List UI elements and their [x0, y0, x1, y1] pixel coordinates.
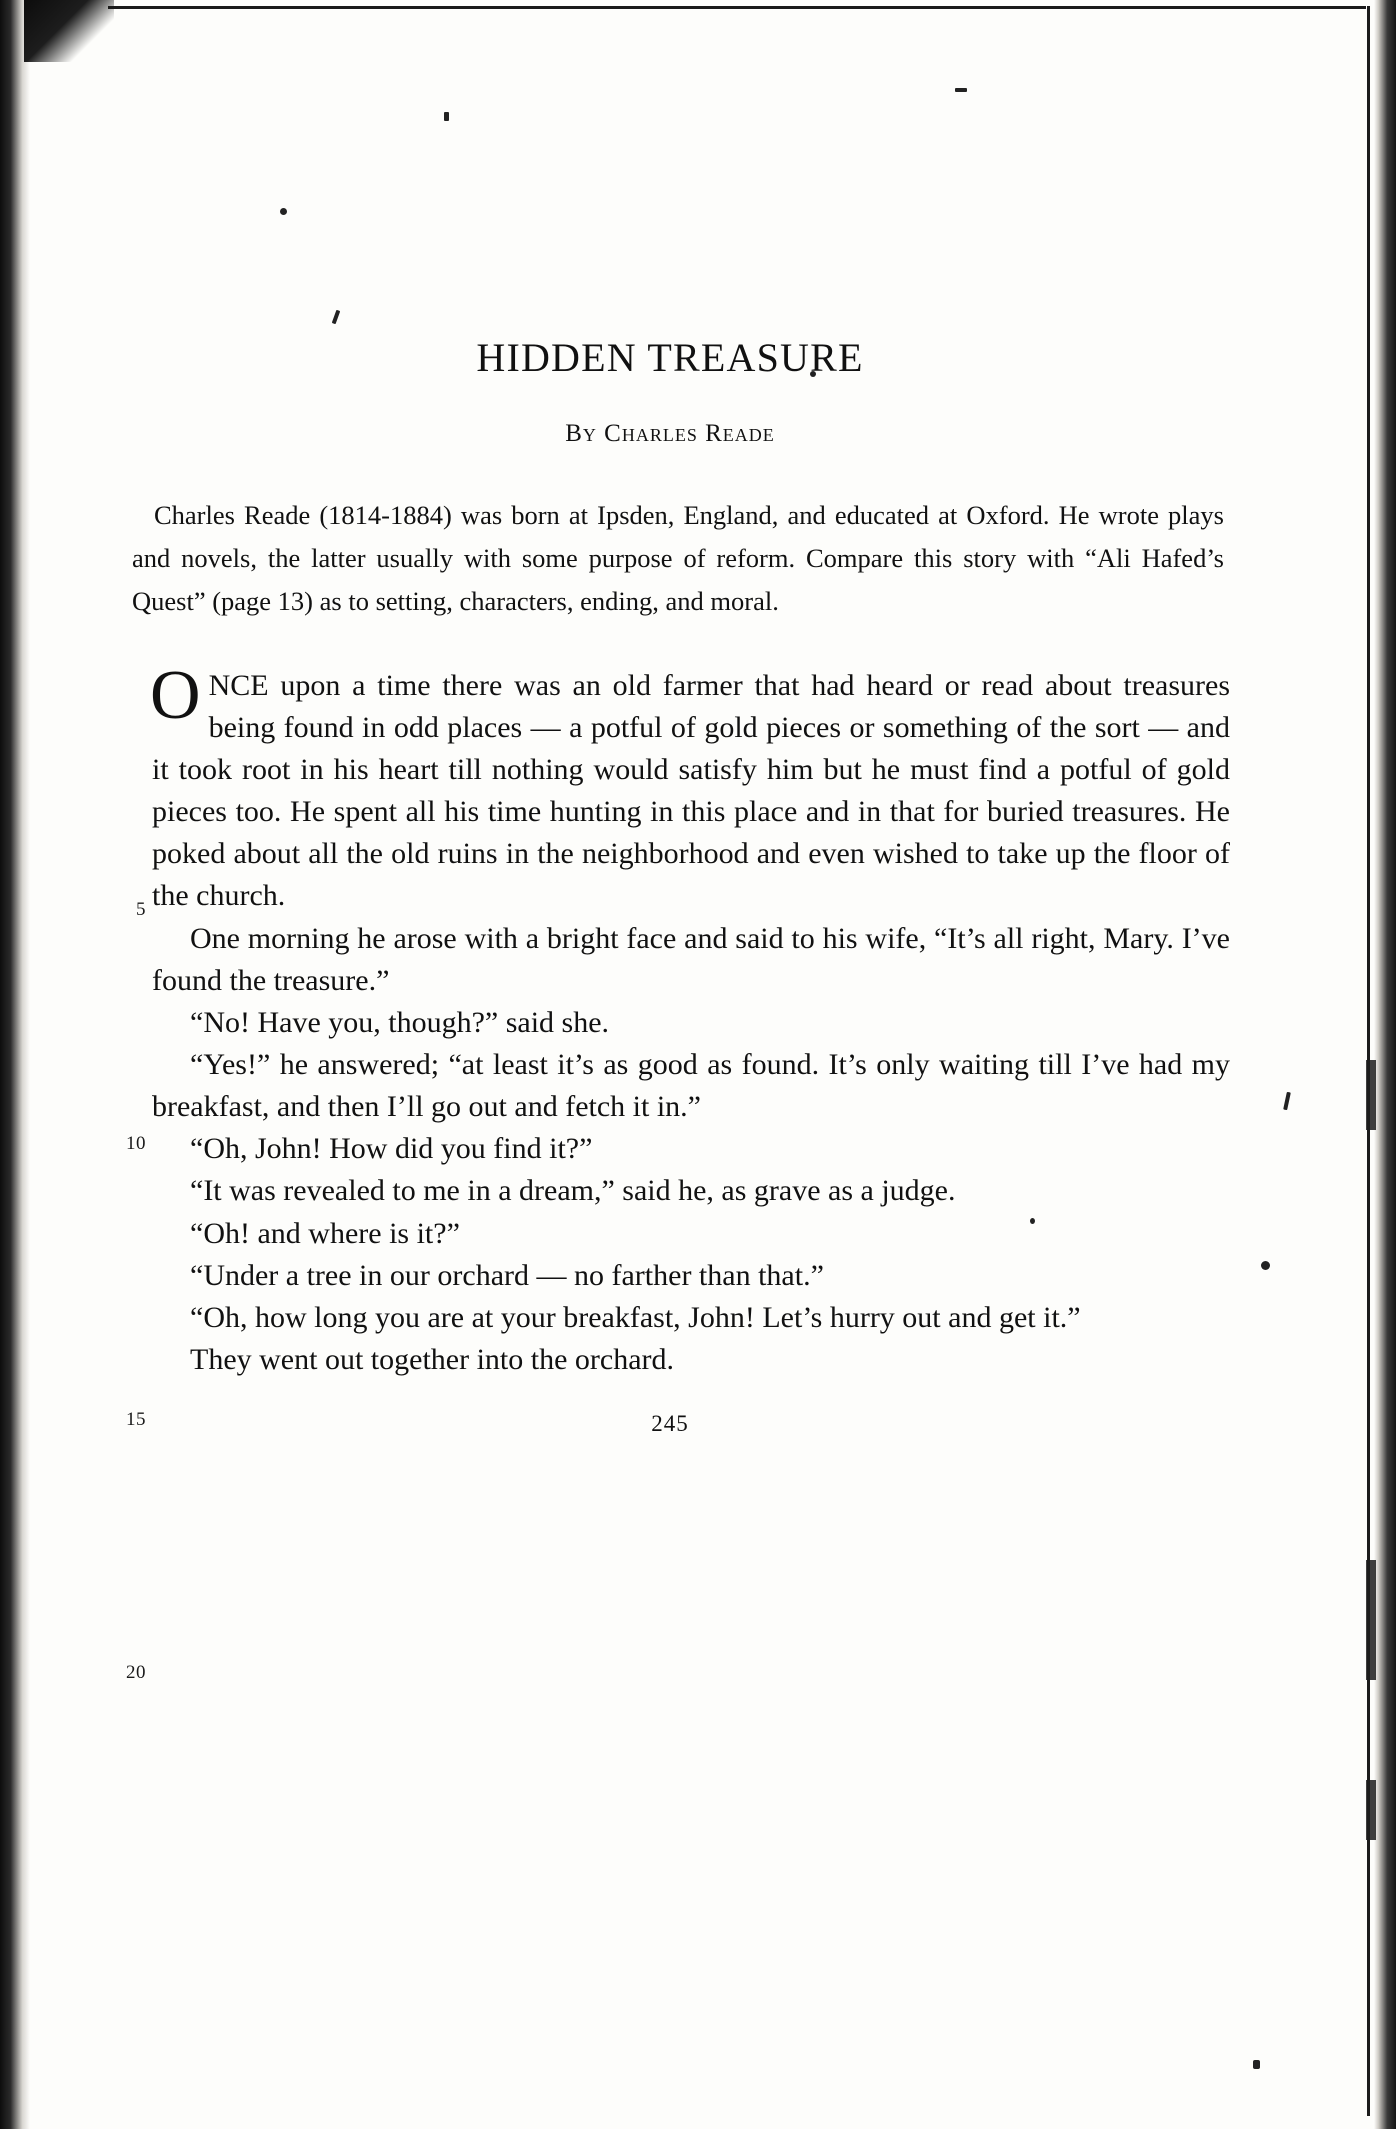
scan-corner-shadow — [24, 0, 114, 62]
line-number-15: 15 — [126, 1408, 146, 1430]
paragraph-6: “It was revealed to me in a dream,” said he, as grave as a judge. — [190, 1174, 956, 1208]
paragraph-2: One morning he arose with a bright face and said to his wife, “It’s all right, Mary. I’ve found the treasure.” — [152, 921, 1230, 997]
page-number: 245 — [651, 1411, 689, 1437]
paragraph-9: “Oh, how long you are at your breakfast, John! Let’s hurry out and get it.” — [190, 1300, 1081, 1334]
scan-speck-6 — [1283, 1092, 1291, 1110]
byline — [110, 420, 1230, 448]
paragraph-8: “Under a tree in our orchard — no farther than that.” — [190, 1258, 824, 1292]
scan-right-mark-c — [1366, 1780, 1376, 1840]
line-number-20: 20 — [126, 1661, 146, 1683]
paragraph-3: “No! Have you, though?” said she. — [190, 1005, 610, 1039]
byline-prefix: By — [565, 420, 597, 447]
paragraph-7: “Oh! and where is it?” — [190, 1216, 460, 1250]
line-number-10: 10 — [126, 1132, 146, 1154]
page-content — [110, 60, 1230, 1683]
headnote-text: Charles Reade (1814-1884) was born at Ipsden, England, and educated at Oxford. He wrote plays and novels, the latter usually with some purpose of reform. Compare this story with “Ali Hafed’s Quest” (page 13) as to setting, characters, ending, and moral. — [132, 500, 1224, 616]
paragraph-1-text: NCE upon a time there was an old farmer that had heard or read about treasures being found in odd places — a potful of gold pieces or something of the sort — and it took root in his heart till nothing would satisfy him but he must find a potful of gold pieces too. He spent all his time hunting in this place and in that for buried treasures. He poked about all the old ruins in the neighborhood and even wished to take up the floor of the church. — [152, 668, 1230, 913]
scan-top-border-line — [108, 6, 1366, 9]
paragraph-4: “Yes!” he answered; “at least it’s as good as found. It’s only waiting till I’ve had my breakfast, and then I’ll go out and fetch it in.” — [152, 1048, 1230, 1124]
headnote — [110, 494, 1230, 623]
scan-speck-7 — [1261, 1261, 1270, 1270]
byline-author: Charles Reade — [604, 420, 775, 447]
scan-speck-8 — [1253, 2060, 1260, 2069]
drop-cap: O — [150, 656, 201, 734]
scan-right-mark-a — [1366, 1060, 1376, 1130]
paragraph-5: “Oh, John! How did you find it?” — [190, 1132, 593, 1166]
line-number-5: 5 — [136, 898, 146, 920]
paragraph-1 — [150, 656, 1230, 918]
scan-right-mark-b — [1366, 1560, 1376, 1680]
paragraph-10: They went out together into the orchard. — [190, 1343, 675, 1377]
scan-right-edge — [1374, 0, 1396, 2129]
scan-left-edge — [0, 0, 30, 2129]
page-title: HIDDEN TREASURE — [476, 335, 864, 380]
